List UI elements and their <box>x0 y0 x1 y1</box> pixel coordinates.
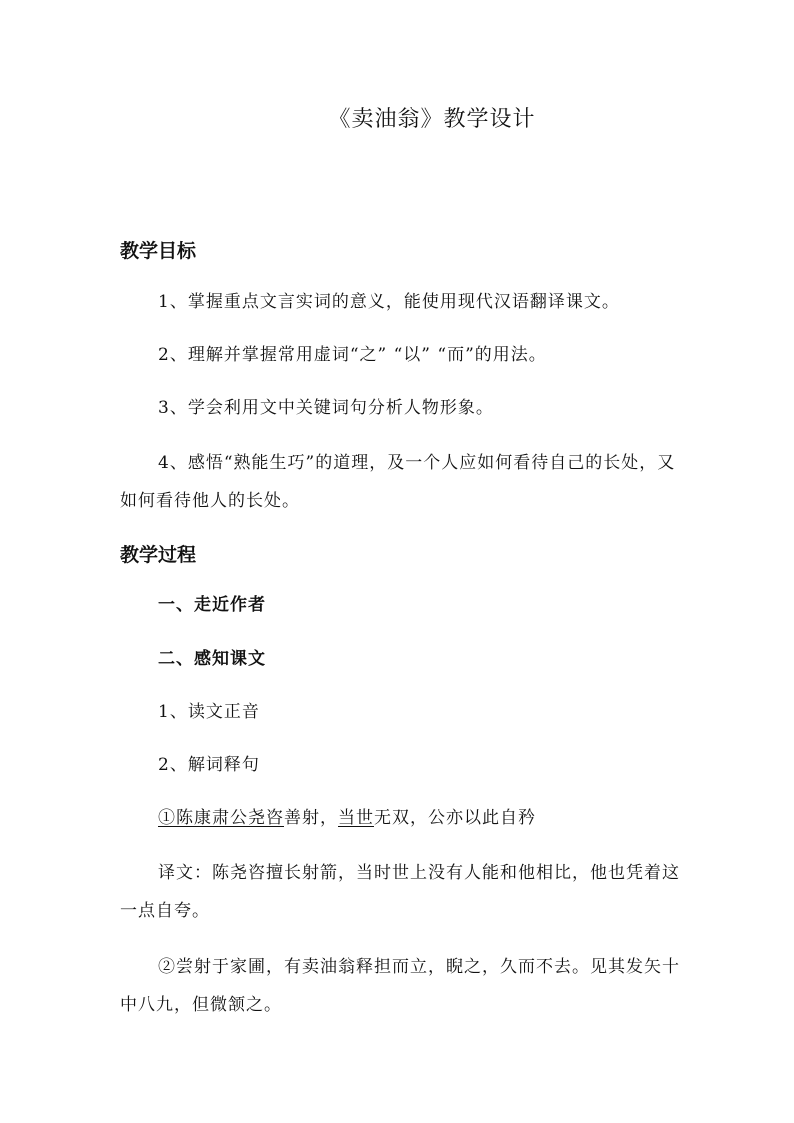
objective-item-2: 2、理解并掌握常用虚词“之” “以” “而”的用法。 <box>158 345 547 365</box>
section-heading-process: 教学过程 <box>120 544 197 566</box>
translation-1: 译文：陈尧咨擅长射箭，当时世上没有人能和他相比，他也凭着这一点自夸。 <box>120 863 680 921</box>
step-explanation: 2、解词释句 <box>158 755 260 775</box>
objective-item-4: 4、感悟“熟能生巧”的道理，及一个人应如何看待自己的长处，又如何看待他人的长处。 <box>120 453 676 511</box>
sentence-text: 善射， <box>284 808 338 828</box>
sentence-text: 无双，公亦以此自矜 <box>374 808 536 828</box>
part-heading-text: 二、感知课文 <box>158 649 266 669</box>
sentence-1 <box>120 801 680 835</box>
part-heading-author: 一、走近作者 <box>158 595 266 615</box>
sentence-2: ②尝射于家圃，有卖油翁释担而立，睨之，久而不去。见其发矢十中八九，但微颔之。 <box>120 957 680 1015</box>
underlined-phrase: ①陈康肃公尧咨 <box>158 808 284 828</box>
objective-item-3: 3、学会利用文中关键词句分析人物形象。 <box>158 398 494 418</box>
section-heading-objectives: 教学目标 <box>120 240 197 262</box>
underlined-phrase: 当世 <box>338 808 374 828</box>
step-reading: 1、读文正音 <box>158 702 260 722</box>
document-title: 《卖油翁》教学设计 <box>328 107 536 132</box>
objective-item-1: 1、掌握重点文言实词的意义，能使用现代汉语翻译课文。 <box>158 292 620 312</box>
